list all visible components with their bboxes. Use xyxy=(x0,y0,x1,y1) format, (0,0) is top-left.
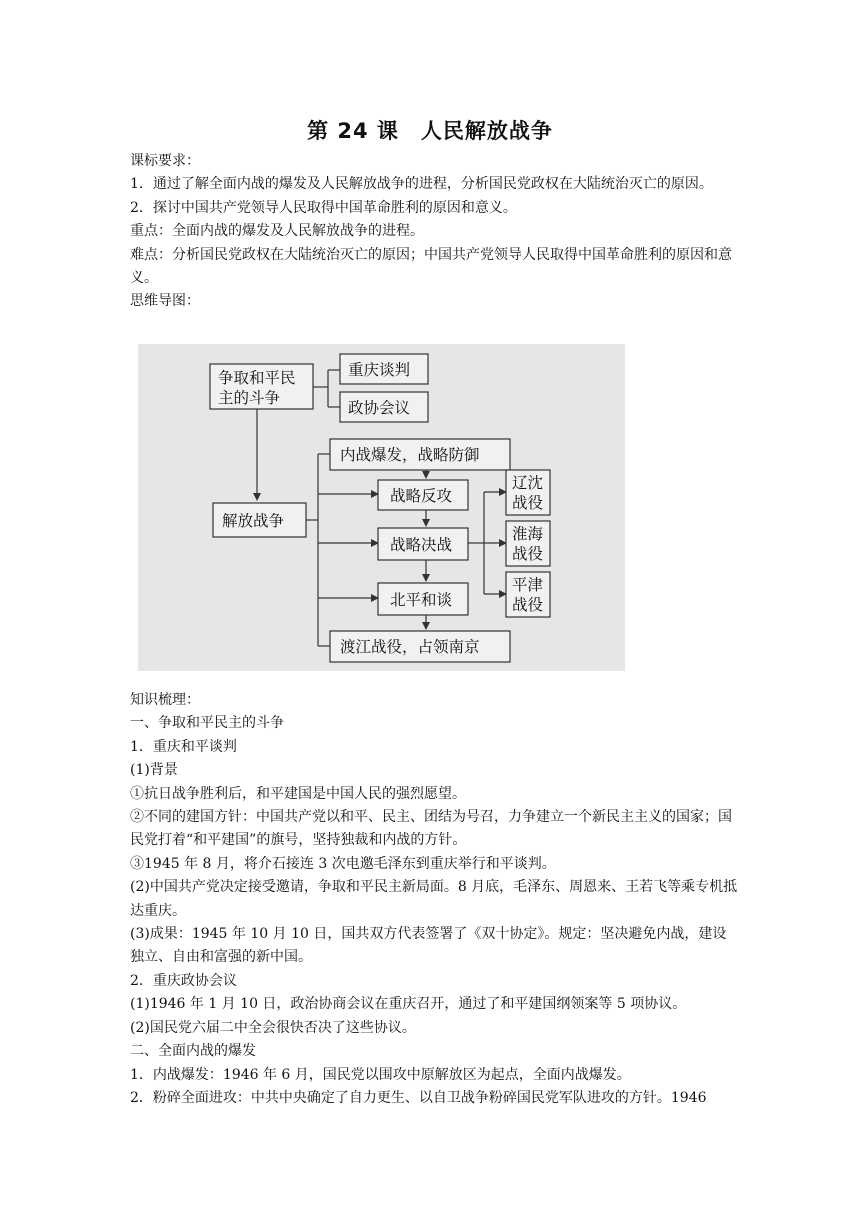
node-chongqing-label: 重庆谈判 xyxy=(348,361,411,379)
node-defense-label: 内战爆发，战略防御 xyxy=(340,446,480,464)
node-defense xyxy=(330,439,510,470)
item-smash: 2．粉碎全面进攻：中共中央确定了自力更生、以自卫战争粉碎国民党军队进攻的方针。1946 xyxy=(130,1089,707,1106)
node-liaoshen xyxy=(506,470,550,515)
node-struggle-line1: 争取和平民 xyxy=(218,369,296,387)
mind-map-svg xyxy=(138,344,625,671)
node-huaihai-line1: 淮海 xyxy=(512,525,544,543)
item-2: ②不同的建国方针：中国共产党以和平、民主、团结为号召，力争建立一个新民主主义的国家；国民党打着“和平建国”的旗号，坚持独裁和内战的方针。 xyxy=(130,809,732,849)
item-accept: (2)中国共产党决定接受邀请，争取和平民主新局面。8 月底，毛泽东、周恩来、王若飞等乘专机抵达重庆。 xyxy=(130,879,738,919)
node-counter-label: 战略反攻 xyxy=(390,487,453,505)
mindmap-label: 思维导图： xyxy=(130,293,200,310)
item-pcc-2: (2)国民党六届二中全会很快否决了这些协议。 xyxy=(130,1019,416,1036)
node-liaoshen-line1: 辽沈 xyxy=(512,474,544,492)
page-title: 第 24 课 人民解放战争 xyxy=(307,119,553,143)
heading-2: 二、全面内战的爆发 xyxy=(130,1043,256,1060)
node-counter xyxy=(378,480,468,510)
item-1: ①抗日战争胜利后，和平建国是中国人民的强烈愿望。 xyxy=(130,785,466,802)
node-zhengxie xyxy=(340,392,428,422)
knowledge-section xyxy=(130,689,740,1110)
item-pcc-1: (1)1946 年 1 月 10 日，政治协商会议在重庆召开，通过了和平建国纲领案等 5 项协议。 xyxy=(130,996,687,1013)
node-chongqing xyxy=(340,354,428,384)
node-crossing xyxy=(330,631,510,662)
node-war-label: 解放战争 xyxy=(222,512,285,530)
curriculum-label: 课标要求： xyxy=(130,153,200,169)
node-liaoshen-line2: 战役 xyxy=(512,494,544,512)
node-struggle xyxy=(210,364,313,409)
item-background: (1)背景 xyxy=(130,762,178,779)
node-pingjin-line2: 战役 xyxy=(512,596,544,614)
heading-1: 一、争取和平民主的斗争 xyxy=(130,715,284,732)
node-huaihai xyxy=(506,521,550,566)
item-3: ③1945 年 8 月，将介石接连 3 次电邀毛泽东到重庆举行和平谈判。 xyxy=(130,855,556,872)
item-result: (3)成果：1945 年 10 月 10 日，国共双方代表签署了《双十协定》。规定：坚决避免内战，建设独立、自由和富强的新中国。 xyxy=(130,926,727,966)
knowledge-label: 知识梳理： xyxy=(130,692,200,708)
node-crossing-label: 渡江战役，占领南京 xyxy=(340,638,480,656)
node-pingjin-line1: 平津 xyxy=(512,576,544,594)
difficult-point: 难点：分析国民党政权在大陆统治灭亡的原因；中国共产党领导人民取得中国革命胜利的原因和意义。 xyxy=(130,246,732,287)
subheading-1-1: 1．重庆和平谈判 xyxy=(130,738,237,755)
requirement-1: 1．通过了解全面内战的爆发及人民解放战争的进程，分析国民党政权在大陆统治灭亡的原因。 xyxy=(130,176,713,193)
node-peiping-label: 北平和谈 xyxy=(390,591,453,609)
intro-section xyxy=(130,150,740,314)
key-point: 重点：全面内战的爆发及人民解放战争的进程。 xyxy=(130,223,424,240)
mind-map-diagram xyxy=(138,344,625,671)
node-peiping xyxy=(378,583,468,615)
node-zhengxie-label: 政协会议 xyxy=(348,399,411,417)
node-pingjin xyxy=(506,572,550,617)
requirement-2: 2．探讨中国共产党领导人民取得中国革命胜利的原因和意义。 xyxy=(130,199,517,216)
node-decisive-label: 战略决战 xyxy=(390,536,453,554)
node-decisive xyxy=(378,528,468,560)
node-war xyxy=(213,503,306,537)
node-huaihai-line2: 战役 xyxy=(512,545,544,563)
subheading-1-2: 2．重庆政协会议 xyxy=(130,972,237,989)
node-struggle-line2: 主的斗争 xyxy=(218,389,281,407)
item-outbreak: 1．内战爆发：1946 年 6 月，国民党以围攻中原解放区为起点，全面内战爆发。 xyxy=(130,1066,631,1083)
